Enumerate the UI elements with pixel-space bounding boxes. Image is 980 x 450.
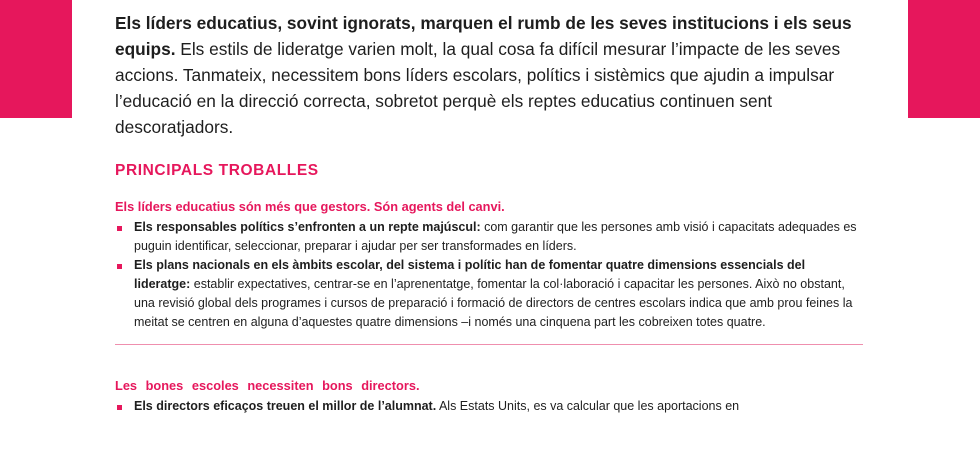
subsection-heading-leaders: Els líders educatius són més que gestors. Són agents del canvi.	[115, 199, 505, 214]
intro-paragraph	[115, 10, 863, 140]
list-item-bold: Els responsables polítics s’enfronten a un repte majúscul:	[134, 220, 481, 234]
square-bullet-icon	[117, 405, 122, 410]
document-content	[115, 10, 863, 416]
list-item-bold: Els directors eficaços treuen el millor de l’alumnat.	[134, 399, 437, 413]
list-item-text: com garantir que les persones amb visió i capacitats adequades es puguin identificar, seleccionar, preparar i ajudar per ser transformades en líders.	[134, 220, 857, 253]
list-item	[115, 256, 863, 332]
section-divider	[115, 344, 863, 345]
list-item	[115, 218, 863, 256]
left-accent-bar	[0, 0, 72, 118]
square-bullet-icon	[117, 226, 122, 231]
square-bullet-icon	[117, 264, 122, 269]
list-item-bold: Els plans nacionals en els àmbits escolar, del sistema i polític han de fomentar quatre dimensions essencials del lideratge:	[134, 258, 806, 291]
list-item-text: establir expectatives, centrar-se en l’aprenentatge, fomentar la col·laboració i capacitar les persones. Això no obstant, una revisió global dels programes i cursos de preparació i formació de directors de centres escolars indica que amb prou feines la meitat se centren en alguna d’aquestes quatre dimensions –i només una cinquena part les cobreixen totes quatre.	[134, 277, 853, 329]
intro-bold-lead: Els líders educatius, sovint ignorats, marquen el rumb de les seves institucions i els seus equips.	[115, 13, 852, 59]
intro-body-text: Els estils de lideratge varien molt, la qual cosa fa difícil mesurar l’impacte de les seves accions. Tanmateix, necessitem bons líders escolars, polítics i sistèmics que ajudin a impulsar l’educació en la direcció correcta, sobretot perquè els reptes educatius continuen sent descoratjadors.	[115, 39, 841, 137]
subsection-heading-directors: Les bones escoles necessiten bons directors.	[115, 378, 420, 393]
bullet-list-leaders	[115, 218, 863, 332]
list-item-text: Als Estats Units, es va calcular que les aportacions en	[436, 399, 740, 413]
section-title: PRINCIPALS TROBALLES	[115, 162, 319, 179]
bullet-list-directors	[115, 397, 863, 416]
right-accent-bar	[908, 0, 980, 118]
list-item	[115, 397, 863, 416]
